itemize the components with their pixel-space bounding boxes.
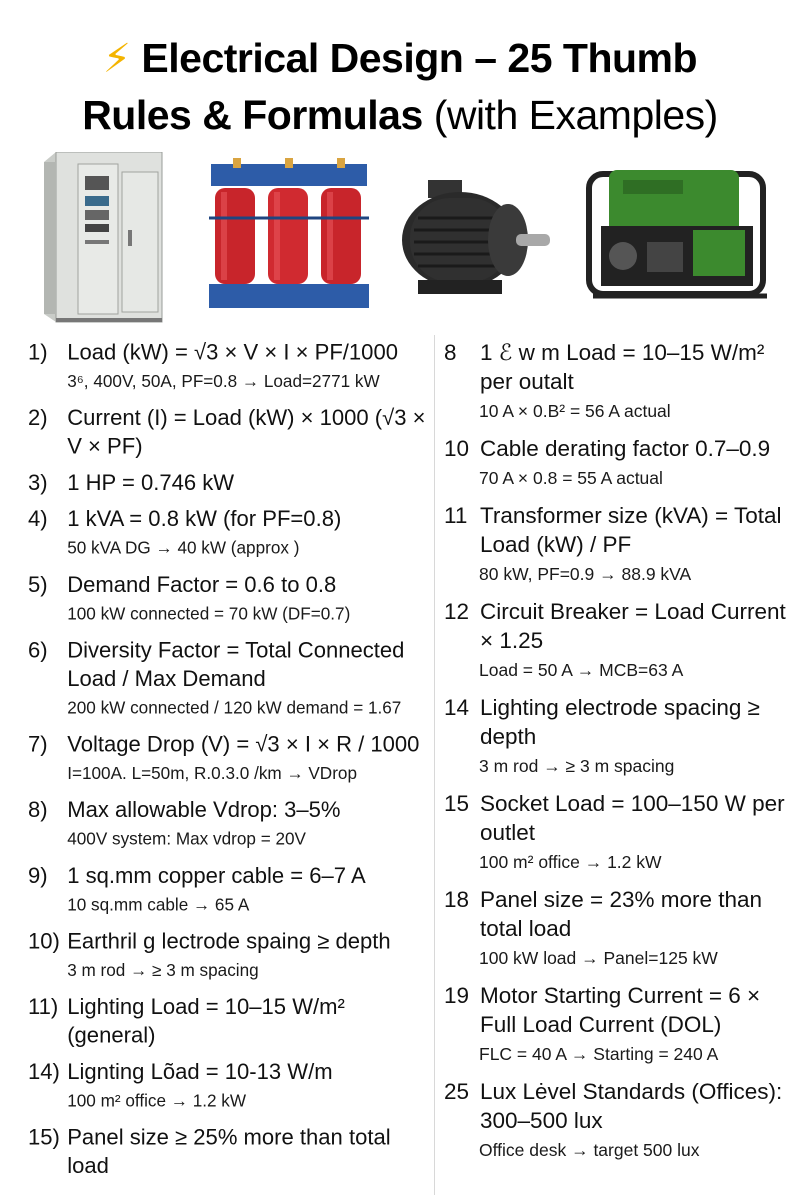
rule-number: 4): [28, 506, 48, 532]
title-subtitle: (with Examples): [433, 92, 718, 138]
rule-item: [444, 338, 794, 426]
page-title: [0, 30, 800, 143]
rule-number: 11): [28, 994, 59, 1020]
rule-text: 1 ℰ w m Load = 10–15 W/m² per outalt: [480, 340, 765, 394]
equipment-images: [0, 150, 800, 330]
motor-icon: [398, 178, 553, 303]
rule-example: 100 m² office → 1.2 kW: [479, 852, 662, 872]
transformer-icon: [205, 158, 375, 318]
rule-number: 19: [444, 983, 470, 1008]
rule-number: 10): [28, 928, 60, 954]
rule-item: [28, 796, 430, 854]
rule-text: Lux Lėvel Standards (Offices): 300–500 lux: [480, 1079, 783, 1133]
rule-item: [444, 789, 794, 877]
rule-text: Socket Load = 100–150 W per outlet: [480, 791, 785, 845]
rule-item: [28, 570, 430, 628]
rule-example: Office desk → target 500 lux: [479, 1140, 700, 1160]
rule-example: 3 m rod → ≥ 3 m spacing: [67, 960, 259, 980]
rule-text: Lignting Lõad = 10-13 W/m: [67, 1059, 333, 1084]
rule-number: 12: [444, 599, 470, 624]
rule-number: 3): [28, 470, 48, 495]
rule-item: [444, 1077, 794, 1165]
rule-number: 7): [28, 731, 48, 757]
rule-item: [28, 636, 430, 722]
rule-text: Load (kW) = √3 × V × I × PF/1000: [67, 339, 398, 365]
rule-text: Lighting electrode spacing ≥ depth: [480, 695, 761, 749]
rule-item: [444, 597, 794, 685]
rule-item: [28, 404, 430, 461]
rule-item: [444, 501, 794, 589]
lightning-bolt-icon: ⚡: [102, 37, 131, 81]
rule-text: Diversity Factor = Total Connected Load / Max Demand: [67, 637, 405, 691]
rule-text: Panel size ≥ 25% more than total load: [67, 1124, 391, 1178]
rule-item: [28, 730, 430, 788]
rule-number: 6): [28, 637, 48, 663]
rule-number: 14): [28, 1059, 60, 1084]
rule-example: FLC = 40 A → Starting = 240 A: [479, 1044, 719, 1064]
rule-text: Lighting Load = 10–15 W/m² (general): [67, 994, 345, 1048]
rule-number: 15): [28, 1124, 60, 1150]
rule-item: [444, 693, 794, 781]
left-rules-column: [28, 338, 430, 1188]
rule-example: 3⁶, 400V, 50A, PF=0.8 → Load=2771 kW: [67, 371, 380, 391]
rule-number: 10: [444, 436, 470, 461]
generator-icon: [583, 160, 773, 310]
rule-text: 1 sq.mm copper cable = 6–7 A: [67, 863, 366, 888]
rule-example: 10 sq.mm cable → 65 A: [67, 894, 250, 915]
rule-item: [28, 468, 430, 496]
rule-text: Demand Factor = 0.6 to 0.8: [67, 572, 337, 597]
rule-example: 400V system: Max vdrop = 20V: [67, 828, 306, 849]
rule-item: [28, 993, 430, 1050]
rule-item: [28, 338, 430, 396]
rule-number: 25: [444, 1079, 470, 1104]
rule-number: 15: [444, 791, 470, 816]
rule-example: 100 kW connected = 70 kW (DF=0.7): [67, 603, 351, 624]
rule-item: [28, 1057, 430, 1115]
rule-number: 2): [28, 405, 48, 431]
rule-number: 5): [28, 572, 48, 597]
title-line-1: Electrical Design – 25 Thumb: [141, 35, 698, 81]
right-rules-column: [444, 338, 794, 1173]
rule-example: 10 A × 0.B² = 56 A actual: [479, 401, 671, 421]
rule-number: 11: [444, 503, 468, 528]
rule-item: [28, 505, 430, 563]
rule-example: 70 A × 0.8 = 55 A actual: [479, 468, 663, 488]
rule-number: 14: [444, 695, 470, 720]
rule-text: Voltage Drop (V) = √3 × I × R / 1000: [67, 731, 420, 757]
rule-number: 8): [28, 797, 48, 823]
rule-example: 3 m rod → ≥ 3 m spacing: [479, 756, 675, 776]
rule-text: Circuit Breaker = Load Current × 1.25: [480, 599, 786, 653]
column-divider: [434, 335, 435, 1195]
rule-text: Earthril g lectrode spaing ≥ depth: [67, 928, 391, 954]
rule-example: I=100A. L=50m, R.0.3.0 /km → VDrop: [67, 763, 357, 783]
rule-item: [28, 1123, 430, 1180]
rule-text: Motor Starting Current = 6 × Full Load Current (DOL): [480, 983, 761, 1037]
rule-text: Current (I) = Load (kW) × 1000 (√3 × V × PF): [67, 405, 426, 459]
rule-example: 80 kW, PF=0.9 → 88.9 kVA: [479, 564, 692, 584]
rule-number: 18: [444, 887, 470, 912]
rule-text: Panel size = 23% more than total load: [480, 887, 763, 941]
rule-item: [28, 927, 430, 985]
rule-text: Max allowable Vdrop: 3–5%: [67, 797, 341, 823]
rule-text: 1 HP = 0.746 kW: [67, 470, 235, 495]
rule-text: 1 kVA = 0.8 kW (for PF=0.8): [67, 506, 342, 532]
rule-number: 1): [28, 339, 48, 365]
rule-text: Transformer size (kVA) = Total Load (kW) / PF: [480, 503, 782, 557]
rule-number: 9): [28, 863, 48, 888]
rule-number: 8: [444, 340, 457, 365]
rule-example: 200 kW connected / 120 kW demand = 1.67: [67, 697, 402, 718]
rule-example: 50 kVA DG → 40 kW (approx ): [67, 537, 300, 558]
rule-item: [444, 434, 794, 493]
title-line-2: Rules & Formulas: [82, 92, 423, 138]
rule-example: 100 kW load → Panel=125 kW: [479, 948, 718, 968]
rule-item: [444, 981, 794, 1069]
rule-example: Load = 50 A → MCB=63 A: [479, 660, 684, 680]
electrical-panel-icon: [38, 152, 168, 324]
rule-item: [444, 885, 794, 973]
rule-text: Cable derating factor 0.7–0.9: [480, 436, 771, 461]
rule-item: [28, 861, 430, 919]
rule-example: 100 m² office → 1.2 kW: [67, 1090, 247, 1111]
